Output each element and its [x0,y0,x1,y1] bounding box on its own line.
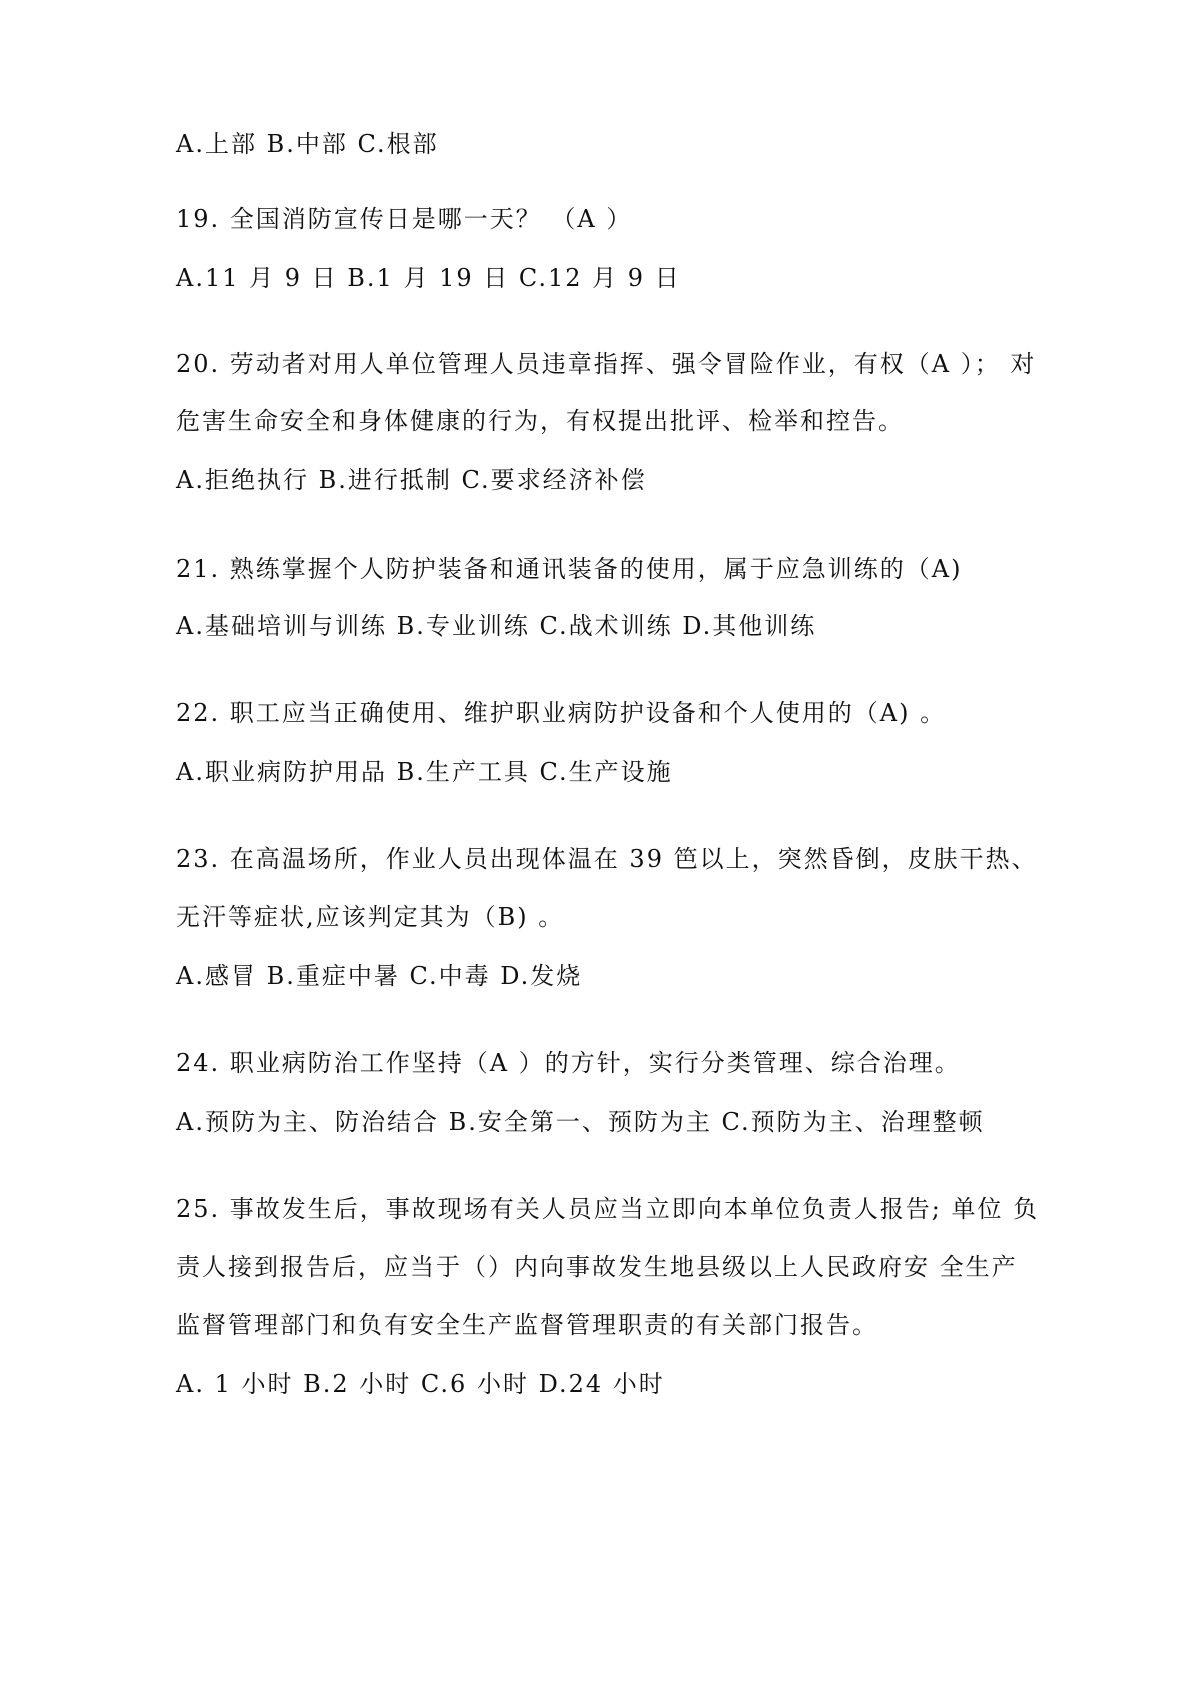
q25-options: A. 1 小时 B.2 小时 C.6 小时 D.24 小时 [176,1370,665,1398]
q21-question: 21. 熟练掌握个人防护装备和通讯装备的使用，属于应急训练的（A) [176,555,963,583]
q23-options: A.感冒 B.重症中暑 C.中毒 D.发烧 [176,962,583,990]
q25-question-line-3: 监督管理部门和负有安全生产监督管理职责的有关部门报告。 [176,1311,878,1339]
q21-options: A.基础培训与训练 B.专业训练 C.战术训练 D.其他训练 [176,612,817,640]
q22-options: A.职业病防护用品 B.生产工具 C.生产设施 [176,758,673,786]
q23-question-line-1: 23. 在高温场所，作业人员出现体温在 39 笆以上，突然昏倒，皮肤干热、 [176,845,1038,873]
q25-question-line-1: 25. 事故发生后，事故现场有关人员应当立即向本单位负责人报告; 单位 负 [176,1195,1040,1223]
q23-question-line-2: 无汗等症状,应该判定其为（B) 。 [176,903,565,931]
q24-options: A.预防为主、防治结合 B.安全第一、预防为主 C.预防为主、治理整顿 [176,1108,985,1136]
q25-question-line-2: 责人接到报告后，应当于（）内向事故发生地县级以上人民政府安 全生产 [176,1253,1018,1281]
q18-options: A.上部 B.中部 C.根部 [176,130,439,158]
q20-question-line-2: 危害生命安全和身体健康的行为，有权提出批评、检举和控告。 [176,407,904,435]
q20-question-line-1: 20. 劳动者对用人单位管理人员违章指挥、强令冒险作业，有权（A ）； 对 [176,350,1037,378]
q19-options: A.11 月 9 日 B.1 月 19 日 C.12 月 9 日 [176,264,681,292]
q19-question: 19. 全国消防宣传日是哪一天？ （A ） [176,205,633,233]
q24-question: 24. 职业病防治工作坚持（A ）的方针，实行分类管理、综合治理。 [176,1049,961,1077]
q22-question: 22. 职工应当正确使用、维护职业病防护设备和个人使用的（A) 。 [176,699,947,727]
q20-options: A.拒绝执行 B.进行抵制 C.要求经济补偿 [176,466,647,494]
